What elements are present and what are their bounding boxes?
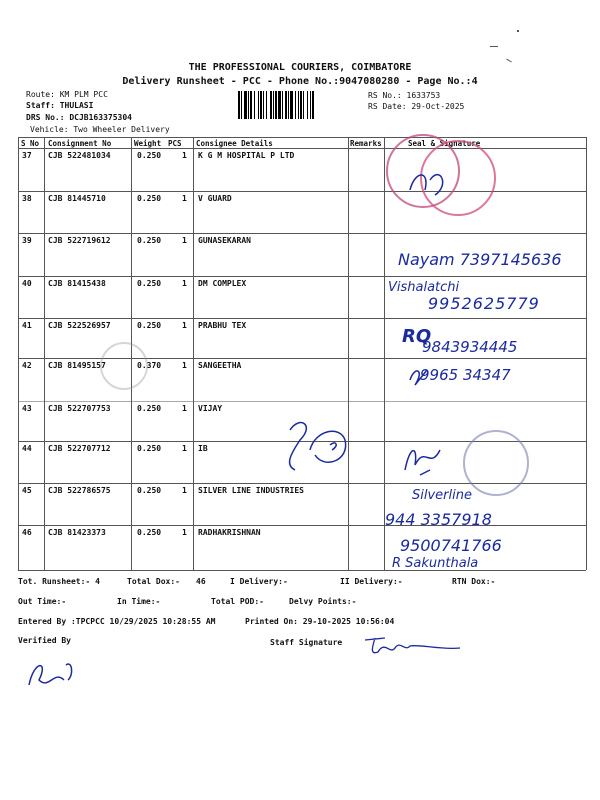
row-consignment-no: CJB 81415438 <box>48 279 106 288</box>
tot-runsheet: Tot. Runsheet:- 4 <box>18 577 100 586</box>
in-time: In Time:- <box>117 597 161 606</box>
handwritten-note: 9500741766 <box>400 536 502 555</box>
seal-stamp <box>100 342 148 390</box>
col-consignee: Consignee Details <box>196 139 273 148</box>
runsheet-subtitle: Delivery Runsheet - PCC - Phone No.:9047080280 - Page No.:4 <box>122 76 478 87</box>
row-sno: 42 <box>22 361 32 370</box>
row-weight: 0.250 <box>137 444 162 453</box>
row-weight: 0.250 <box>137 321 162 330</box>
rs-no: RS No.: 1633753 <box>368 91 441 100</box>
row-consignment-no: CJB 522719612 <box>48 236 111 245</box>
signature-scribble <box>400 440 460 480</box>
staff-signature-label: Staff Signature <box>270 638 343 647</box>
row-sno: 38 <box>22 194 32 203</box>
row-sno: 45 <box>22 486 32 495</box>
rs-date: RS Date: 29-Oct-2025 <box>368 102 465 111</box>
rtn-dox: RTN Dox:- <box>452 577 496 586</box>
row-consignment-no: CJB 522481034 <box>48 151 111 160</box>
row-consignment-no: CJB 81445710 <box>48 194 106 203</box>
printed-on: Printed On: 29-10-2025 10:56:04 <box>245 617 395 626</box>
row-pcs: 1 <box>182 486 187 495</box>
handwritten-note: Silverline <box>412 488 472 503</box>
handwritten-note: RQ <box>402 326 432 347</box>
row-consignee: K G M HOSPITAL P LTD <box>198 151 295 160</box>
row-weight: 0.250 <box>137 528 162 537</box>
row-weight: 0.250 <box>137 151 162 160</box>
row-consignee: V GUARD <box>198 194 232 203</box>
drs-label: DRS No.: DCJB163375304 <box>26 113 132 122</box>
row-weight: 0.370 <box>137 361 162 370</box>
i-delivery: I Delivery:- <box>230 577 288 586</box>
out-time: Out Time:- <box>18 597 67 606</box>
row-consignment-no: CJB 522526957 <box>48 321 111 330</box>
row-weight: 0.250 <box>137 279 162 288</box>
col-pcs: PCS <box>168 139 182 148</box>
row-consignee: SILVER LINE INDUSTRIES <box>198 486 304 495</box>
col-seal-signature: Seal & Signature <box>408 139 481 148</box>
route-label: Route: KM PLM PCC <box>26 90 108 99</box>
handwritten-note: 9843934445 <box>422 338 518 356</box>
handwritten-note: 944 3357918 <box>385 510 492 529</box>
row-consignee: GUNASEKARAN <box>198 236 251 245</box>
scan-mark <box>490 46 498 47</box>
col-consignment: Consignment No <box>48 139 112 148</box>
verified-by: Verified By <box>18 636 71 645</box>
row-sno: 46 <box>22 528 32 537</box>
row-sno: 41 <box>22 321 32 330</box>
row-consignee: PRABHU TEX <box>198 321 247 330</box>
total-pod: Total POD:- <box>211 597 264 606</box>
barcode-bar <box>314 91 315 119</box>
total-dox-label: Total Dox:- <box>127 577 180 586</box>
row-pcs: 1 <box>182 361 187 370</box>
delvy-points: Delvy Points:- <box>289 597 357 606</box>
row-sno: 39 <box>22 236 32 245</box>
row-weight: 0.250 <box>137 236 162 245</box>
row-consignee: SANGEETHA <box>198 361 242 370</box>
handwritten-note: 9965 34347 <box>420 366 511 384</box>
staff-signature-scribble <box>360 630 470 660</box>
row-consignee: DM COMPLEX <box>198 279 247 288</box>
row-sno: 40 <box>22 279 32 288</box>
handwritten-note: Vishalatchi <box>388 280 460 295</box>
signature-scribble <box>270 410 380 480</box>
handwritten-note: Nayam 7397145636 <box>398 250 562 269</box>
row-weight: 0.250 <box>137 486 162 495</box>
row-sno: 37 <box>22 151 32 160</box>
verified-signature <box>24 655 84 695</box>
row-sno: 43 <box>22 404 32 413</box>
col-remarks: Remarks <box>350 139 382 148</box>
row-consignee: RADHAKRISHNAN <box>198 528 261 537</box>
row-pcs: 1 <box>182 236 187 245</box>
row-weight: 0.250 <box>137 194 162 203</box>
row-weight: 0.250 <box>137 404 162 413</box>
company-title: THE PROFESSIONAL COURIERS, COIMBATORE <box>188 62 412 73</box>
signature-scribble <box>405 360 435 390</box>
ii-delivery: II Delivery:- <box>340 577 403 586</box>
handwritten-note: 9952625779 <box>428 294 540 313</box>
col-sno: S No <box>21 139 40 148</box>
row-consignment-no: CJB 522707712 <box>48 444 111 453</box>
row-pcs: 1 <box>182 528 187 537</box>
row-sno: 44 <box>22 444 32 453</box>
row-pcs: 1 <box>182 279 187 288</box>
total-dox-value: 46 <box>196 577 206 586</box>
row-pcs: 1 <box>182 151 187 160</box>
vehicle-label: Vehicle: Two Wheeler Delivery <box>30 125 170 134</box>
barcode <box>238 91 362 119</box>
row-consignment-no: CJB 81495157 <box>48 361 106 370</box>
row-pcs: 1 <box>182 404 187 413</box>
col-weight: Weight <box>134 139 162 148</box>
row-pcs: 1 <box>182 444 187 453</box>
row-consignee: IB <box>198 444 208 453</box>
row-consignee: VIJAY <box>198 404 223 413</box>
row-consignment-no: CJB 81423373 <box>48 528 106 537</box>
handwritten-note: R Sakunthala <box>392 556 479 571</box>
staff-label: Staff: THULASI <box>26 101 94 110</box>
entered-by: Entered By :TPCPCC 10/29/2025 10:28:55 AM <box>18 617 216 626</box>
seal-stamp <box>463 430 529 496</box>
row-pcs: 1 <box>182 321 187 330</box>
row-consignment-no: CJB 522707753 <box>48 404 111 413</box>
signature-scribble <box>400 160 460 200</box>
row-pcs: 1 <box>182 194 187 203</box>
row-consignment-no: CJB 522786575 <box>48 486 111 495</box>
scan-mark <box>517 30 519 32</box>
